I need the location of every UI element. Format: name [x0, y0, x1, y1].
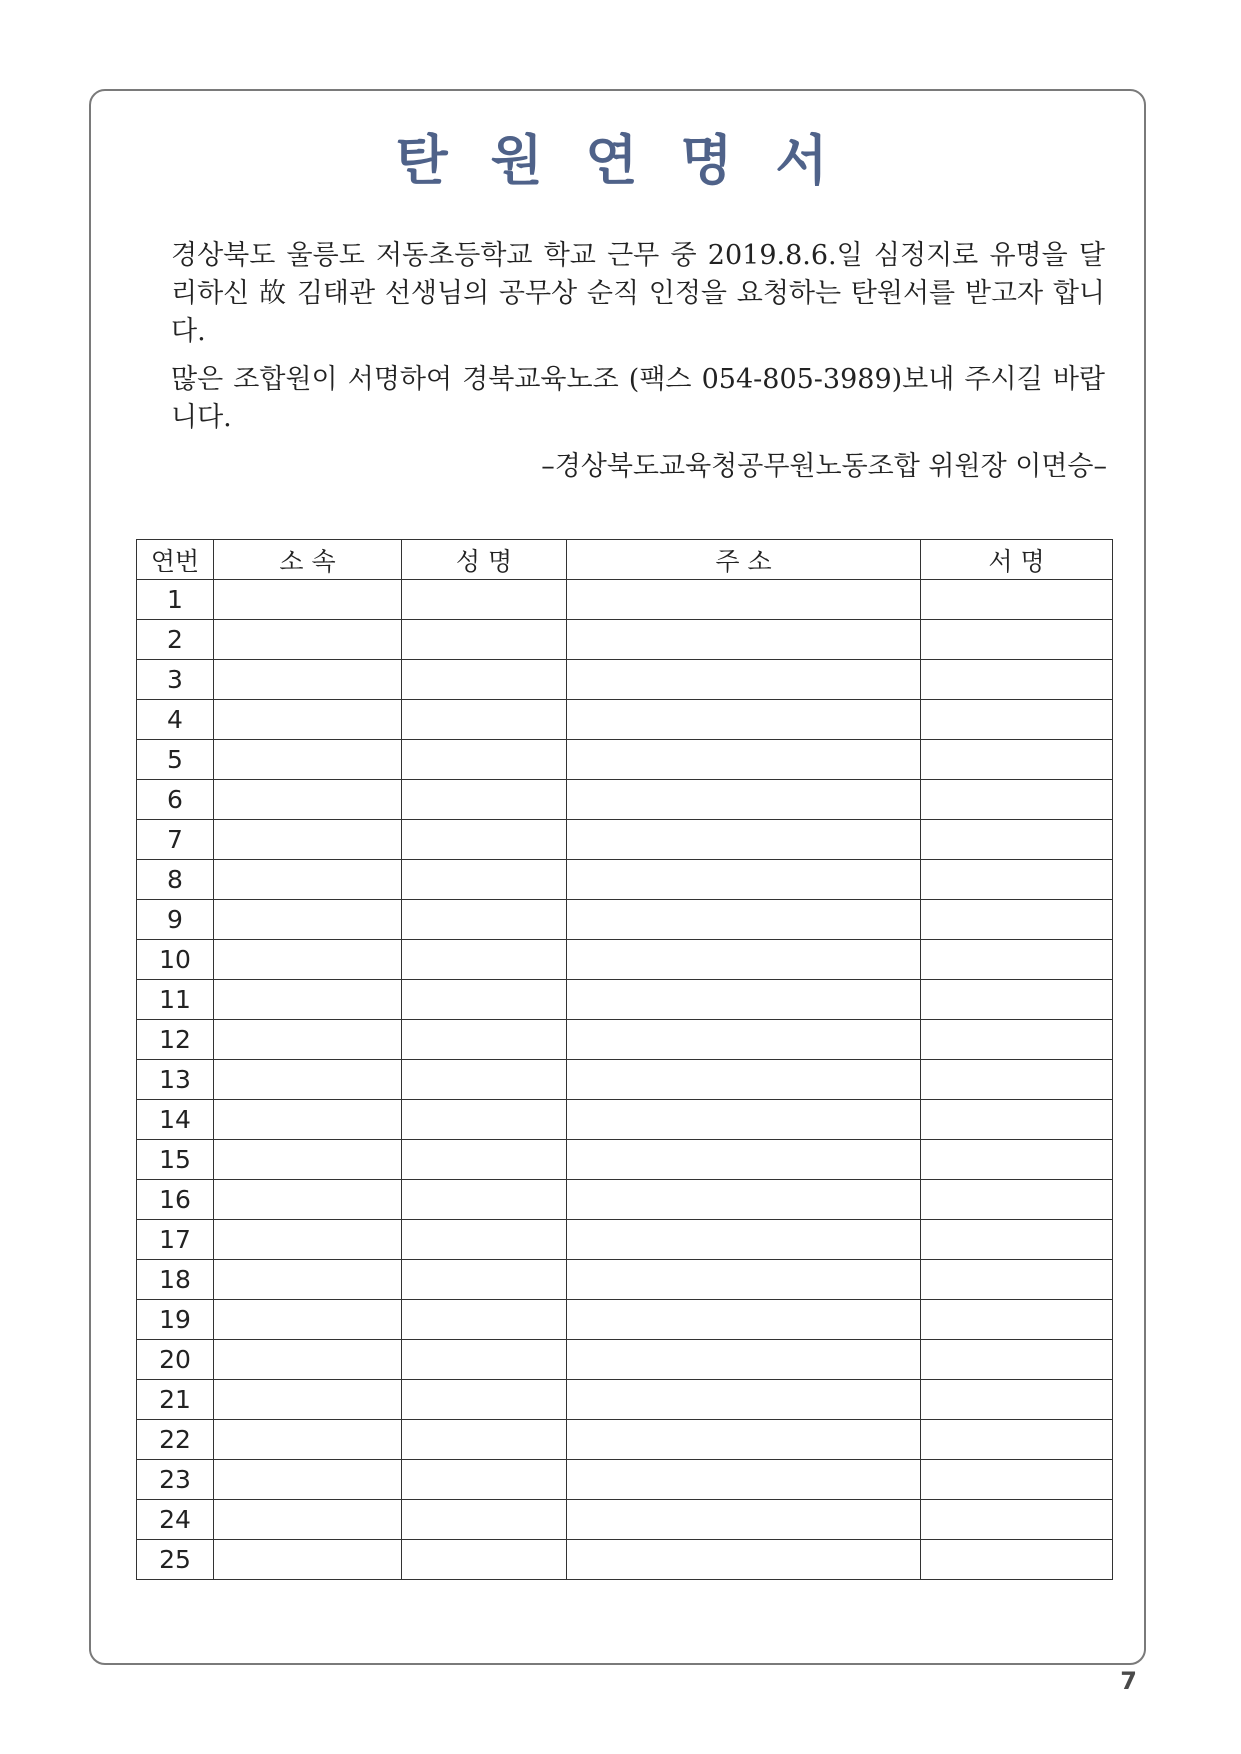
cell-name[interactable] — [402, 980, 567, 1020]
table-row — [137, 1180, 1113, 1220]
cell-affiliation[interactable] — [214, 1260, 402, 1300]
cell-signature[interactable] — [921, 1420, 1113, 1460]
row-number: 7 — [137, 820, 214, 860]
cell-affiliation[interactable] — [214, 1300, 402, 1340]
cell-name[interactable] — [402, 1060, 567, 1100]
cell-signature[interactable] — [921, 900, 1113, 940]
table-row — [137, 1500, 1113, 1540]
table-row — [137, 620, 1113, 660]
cell-name[interactable] — [402, 700, 567, 740]
row-number: 3 — [137, 660, 214, 700]
row-number: 10 — [137, 940, 214, 980]
cell-signature[interactable] — [921, 1100, 1113, 1140]
cell-name[interactable] — [402, 1380, 567, 1420]
cell-name[interactable] — [402, 1020, 567, 1060]
cell-name[interactable] — [402, 1100, 567, 1140]
cell-name[interactable] — [402, 780, 567, 820]
cell-affiliation[interactable] — [214, 780, 402, 820]
row-number: 4 — [137, 700, 214, 740]
row-number: 11 — [137, 980, 214, 1020]
cell-address[interactable] — [567, 1060, 921, 1100]
cell-address[interactable] — [567, 1500, 921, 1540]
cell-address[interactable] — [567, 1460, 921, 1500]
cell-name[interactable] — [402, 900, 567, 940]
cell-affiliation[interactable] — [214, 740, 402, 780]
cell-signature[interactable] — [921, 1020, 1113, 1060]
table-row — [137, 1460, 1113, 1500]
cell-address[interactable] — [567, 1100, 921, 1140]
cell-name[interactable] — [402, 1220, 567, 1260]
table-row — [137, 1140, 1113, 1180]
cell-affiliation[interactable] — [214, 580, 402, 620]
cell-address[interactable] — [567, 900, 921, 940]
row-number: 6 — [137, 780, 214, 820]
table-row — [137, 700, 1113, 740]
row-number: 12 — [137, 1020, 214, 1060]
row-number: 25 — [137, 1540, 214, 1580]
cell-affiliation[interactable] — [214, 1460, 402, 1500]
cell-signature[interactable] — [921, 1300, 1113, 1340]
cell-affiliation[interactable] — [214, 1340, 402, 1380]
row-number: 19 — [137, 1300, 214, 1340]
row-number: 8 — [137, 860, 214, 900]
table-row — [137, 820, 1113, 860]
cell-signature[interactable] — [921, 700, 1113, 740]
cell-affiliation[interactable] — [214, 820, 402, 860]
row-number: 13 — [137, 1060, 214, 1100]
document-title: 탄 원 연 명 서 — [395, 129, 840, 192]
cell-address[interactable] — [567, 700, 921, 740]
row-number: 16 — [137, 1180, 214, 1220]
row-number: 21 — [137, 1380, 214, 1420]
cell-signature[interactable] — [921, 1340, 1113, 1380]
header-name: 성 명 — [402, 540, 567, 580]
cell-affiliation[interactable] — [214, 1540, 402, 1580]
cell-name[interactable] — [402, 740, 567, 780]
table-row — [137, 740, 1113, 780]
row-number: 24 — [137, 1500, 214, 1540]
cell-name[interactable] — [402, 580, 567, 620]
cell-signature[interactable] — [921, 660, 1113, 700]
cell-affiliation[interactable] — [214, 1380, 402, 1420]
table-row — [137, 1260, 1113, 1300]
row-number: 1 — [137, 580, 214, 620]
cell-address[interactable] — [567, 980, 921, 1020]
cell-address[interactable] — [567, 1260, 921, 1300]
table-row — [137, 1020, 1113, 1060]
cell-signature[interactable] — [921, 1060, 1113, 1100]
cell-affiliation[interactable] — [214, 1140, 402, 1180]
cell-signature[interactable] — [921, 740, 1113, 780]
cell-signature[interactable] — [921, 1460, 1113, 1500]
cell-address[interactable] — [567, 1220, 921, 1260]
header-address: 주 소 — [567, 540, 921, 580]
signoff: –경상북도교육청공무원노동조합 위원장 이면승– — [541, 451, 1107, 482]
cell-address[interactable] — [567, 820, 921, 860]
table-row — [137, 780, 1113, 820]
cell-address[interactable] — [567, 580, 921, 620]
cell-address[interactable] — [567, 1300, 921, 1340]
cell-affiliation[interactable] — [214, 620, 402, 660]
table-row — [137, 1420, 1113, 1460]
row-number: 15 — [137, 1140, 214, 1180]
table-row — [137, 1340, 1113, 1380]
cell-affiliation[interactable] — [214, 860, 402, 900]
cell-signature[interactable] — [921, 780, 1113, 820]
table-body — [137, 580, 1113, 1580]
row-number: 5 — [137, 740, 214, 780]
cell-name[interactable] — [402, 1460, 567, 1500]
cell-affiliation[interactable] — [214, 1100, 402, 1140]
cell-address[interactable] — [567, 1020, 921, 1060]
cell-signature[interactable] — [921, 820, 1113, 860]
cell-address[interactable] — [567, 940, 921, 980]
cell-name[interactable] — [402, 860, 567, 900]
cell-affiliation[interactable] — [214, 1180, 402, 1220]
cell-affiliation[interactable] — [214, 1020, 402, 1060]
cell-signature[interactable] — [921, 860, 1113, 900]
cell-affiliation[interactable] — [214, 900, 402, 940]
cell-affiliation[interactable] — [214, 980, 402, 1020]
cell-signature[interactable] — [921, 1500, 1113, 1540]
request-paragraph: 많은 조합원이 서명하여 경북교육노조 (팩스 054-805-3989)보내 주시길 바랍니다. — [171, 364, 1105, 433]
row-number: 20 — [137, 1340, 214, 1380]
row-number: 2 — [137, 620, 214, 660]
cell-affiliation[interactable] — [214, 1500, 402, 1540]
table-row — [137, 980, 1113, 1020]
cell-affiliation[interactable] — [214, 1420, 402, 1460]
row-number: 22 — [137, 1420, 214, 1460]
cell-signature[interactable] — [921, 620, 1113, 660]
cell-name[interactable] — [402, 940, 567, 980]
cell-name[interactable] — [402, 660, 567, 700]
table-row — [137, 1380, 1113, 1420]
row-number: 9 — [137, 900, 214, 940]
cell-name[interactable] — [402, 1180, 567, 1220]
table-row — [137, 580, 1113, 620]
cell-name[interactable] — [402, 1500, 567, 1540]
cell-name[interactable] — [402, 1340, 567, 1380]
cell-affiliation[interactable] — [214, 660, 402, 700]
cell-address[interactable] — [567, 860, 921, 900]
cell-signature[interactable] — [921, 1180, 1113, 1220]
row-number: 18 — [137, 1260, 214, 1300]
table-row — [137, 1540, 1113, 1580]
signature-table — [136, 539, 1113, 1580]
cell-address[interactable] — [567, 1340, 921, 1380]
cell-address[interactable] — [567, 620, 921, 660]
cell-signature[interactable] — [921, 1220, 1113, 1260]
header-number: 연번 — [137, 540, 214, 580]
cell-signature[interactable] — [921, 1260, 1113, 1300]
cell-address[interactable] — [567, 1420, 921, 1460]
cell-name[interactable] — [402, 820, 567, 860]
table-row — [137, 1060, 1113, 1100]
cell-address[interactable] — [567, 1140, 921, 1180]
cell-signature[interactable] — [921, 1540, 1113, 1580]
cell-address[interactable] — [567, 1540, 921, 1580]
cell-affiliation[interactable] — [214, 1060, 402, 1100]
table-header-row — [137, 540, 1113, 580]
table-row — [137, 900, 1113, 940]
table-row — [137, 1100, 1113, 1140]
cell-affiliation[interactable] — [214, 940, 402, 980]
cell-address[interactable] — [567, 740, 921, 780]
row-number: 14 — [137, 1100, 214, 1140]
cell-name[interactable] — [402, 1420, 567, 1460]
cell-signature[interactable] — [921, 1140, 1113, 1180]
cell-name[interactable] — [402, 1260, 567, 1300]
table-row — [137, 1300, 1113, 1340]
table-row — [137, 660, 1113, 700]
header-signature: 서 명 — [921, 540, 1113, 580]
cell-signature[interactable] — [921, 980, 1113, 1020]
cell-address[interactable] — [567, 1180, 921, 1220]
table-row — [137, 940, 1113, 980]
table-row — [137, 860, 1113, 900]
page-number: 7 — [1120, 1667, 1137, 1695]
cell-signature[interactable] — [921, 940, 1113, 980]
cell-signature[interactable] — [921, 580, 1113, 620]
cell-name[interactable] — [402, 1140, 567, 1180]
cell-name[interactable] — [402, 1540, 567, 1580]
table-row — [137, 1220, 1113, 1260]
header-affiliation: 소 속 — [214, 540, 402, 580]
cell-address[interactable] — [567, 780, 921, 820]
row-number: 23 — [137, 1460, 214, 1500]
cell-affiliation[interactable] — [214, 1220, 402, 1260]
cell-name[interactable] — [402, 1300, 567, 1340]
cell-name[interactable] — [402, 620, 567, 660]
row-number: 17 — [137, 1220, 214, 1260]
cell-signature[interactable] — [921, 1380, 1113, 1420]
cell-address[interactable] — [567, 660, 921, 700]
intro-paragraph: 경상북도 울릉도 저동초등학교 학교 근무 중 2019.8.6.일 심정지로 유명을 달리하신 故 김태관 선생님의 공무상 순직 인정을 요청하는 탄원서를 받고자 합니다. — [171, 240, 1105, 347]
cell-affiliation[interactable] — [214, 700, 402, 740]
cell-address[interactable] — [567, 1380, 921, 1420]
